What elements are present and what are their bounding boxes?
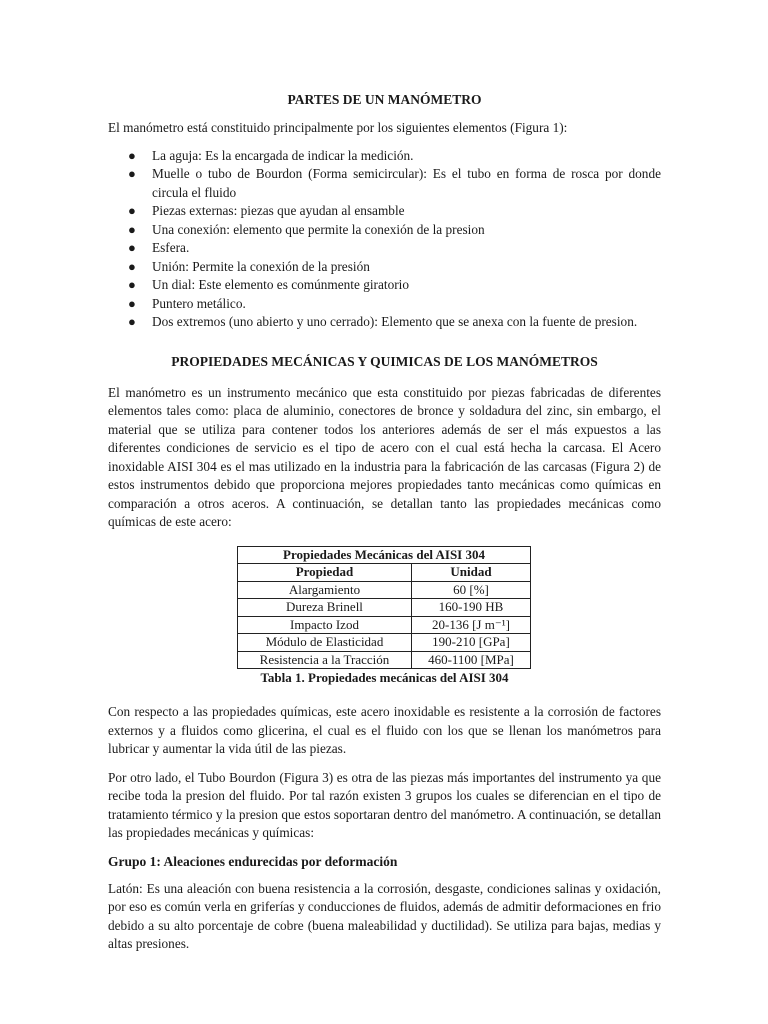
table-cell: 60 [%]: [411, 581, 530, 599]
list-item-text: Muelle o tubo de Bourdon (Forma semicircular): Es el tubo en forma de rosca por donde circula el fluido: [152, 166, 661, 200]
table-cell: 160-190 HB: [411, 599, 530, 617]
table-cell: Impacto Izod: [238, 616, 412, 634]
table-cell: Dureza Brinell: [238, 599, 412, 617]
table-title-row: [238, 546, 531, 564]
table-header-cell: Propiedad: [238, 564, 412, 582]
bullet-icon: ●: [128, 147, 136, 163]
document-content: [108, 91, 661, 964]
intro-paragraph: El manómetro está constituido principalmente por los siguientes elementos (Figura 1):: [108, 120, 568, 135]
table-cell: Alargamiento: [238, 581, 412, 599]
table-row: [238, 651, 531, 669]
bourdon-paragraph: Por otro lado, el Tubo Bourdon (Figura 3) es otra de las piezas más importantes del instrumento ya que recibe toda la presion del fluido. Por tal razón existen 3 grupos los cuales se diferencian en el tipo de tratamiento térmico y la presion que estos soportaran dentro del manómetro. A continuación, se detallan las propiedades mecánicas y químicas:: [108, 769, 661, 840]
table-row: [238, 599, 531, 617]
table-cell: 460-1100 [MPa]: [411, 651, 530, 669]
properties-table: [237, 546, 531, 670]
list-item: [108, 147, 661, 166]
table-row: [238, 634, 531, 652]
bullet-icon: ●: [128, 221, 136, 237]
list-item-text: Una conexión: elemento que permite la conexión de la presion: [152, 221, 485, 237]
section-paragraph: El manómetro es un instrumento mecánico que esta constituido por piezas fabricadas de diferentes elementos tales como: placa de aluminio, conectores de bronce y soldadura del zinc, sin embargo, el material que se utiliza para contener todos los anteriores además de ser el más expuestos a las diferentes condiciones de servicio es el tipo de acero con el cual está hecha la carcasa. El Acero inoxidable AISI 304 es el mas utilizado en la industria para la fabricación de las carcasas (Figura 2) de estos instrumentos debido que proporciona mejores propiedades tanto mecánicas como químicas en comparación a otros aceros. A continuación, se detallan tanto las propiedades mecánicas como químicas de este acero:: [108, 384, 661, 529]
laton-paragraph: Latón: Es una aleación con buena resistencia a la corrosión, desgaste, condiciones salinas y oxidación, por eso es común verla en griferías y conducciones de fluidos, además de admitir deformaciones en frio debido a su alto porcentaje de cobre (buena maleabilidad y ductilidad). Se utiliza para bajas, medias y altas presiones.: [108, 880, 661, 951]
list-item-text: Un dial: Este elemento es comúnmente giratorio: [152, 277, 409, 292]
table-header-row: [238, 564, 531, 582]
bullet-icon: ●: [128, 240, 136, 255]
list-item-text: Unión: Permite la conexión de la presión: [152, 258, 370, 274]
list-item: [108, 165, 661, 202]
group-heading: Grupo 1: Aleaciones endurecidas por deformación: [108, 853, 398, 869]
bullet-icon: ●: [128, 203, 136, 218]
table-header-cell: Unidad: [411, 564, 530, 582]
list-item-text: Piezas externas: piezas que ayudan al ensamble: [152, 203, 405, 218]
bullet-icon: ●: [128, 314, 136, 329]
list-item: [108, 239, 661, 258]
page-title: PARTES DE UN MANÓMETRO: [287, 92, 482, 107]
table-caption: Tabla 1. Propiedades mecánicas del AISI 304: [260, 670, 509, 685]
table-row: [238, 616, 531, 634]
table-cell: 190-210 [GPa]: [411, 634, 530, 652]
table-row: [238, 581, 531, 599]
bullet-icon: ●: [128, 295, 136, 311]
list-item-text: Puntero metálico.: [152, 295, 246, 311]
list-item: [108, 258, 661, 277]
section-heading: PROPIEDADES MECÁNICAS Y QUIMICAS DE LOS MANÓMETROS: [171, 353, 598, 369]
list-item: [108, 313, 661, 332]
list-item-text: La aguja: Es la encargada de indicar la medición.: [152, 147, 414, 163]
table-title: Propiedades Mecánicas del AISI 304: [238, 546, 531, 564]
list-item: [108, 202, 661, 221]
table-cell: Resistencia a la Tracción: [238, 651, 412, 669]
list-item-text: Esfera.: [152, 240, 190, 255]
bullet-icon: ●: [128, 258, 136, 274]
table-cell: Módulo de Elasticidad: [238, 634, 412, 652]
bullet-icon: ●: [128, 166, 136, 181]
list-item: [108, 276, 661, 295]
list-item: [108, 221, 661, 240]
chemical-paragraph: Con respecto a las propiedades químicas, este acero inoxidable es resistente a la corrosión de factores externos y a fluidos como glicerina, el cual es el fluido con los que se llenan los manómetros para lubricar y aumentar la vida útil de las piezas.: [108, 704, 661, 756]
table-cell: 20-136 [J m⁻¹]: [411, 616, 530, 634]
list-item-text: Dos extremos (uno abierto y uno cerrado): Elemento que se anexa con la fuente de presion.: [152, 314, 638, 329]
bullet-icon: ●: [128, 277, 136, 292]
list-item: [108, 295, 661, 314]
elements-list: [108, 147, 661, 332]
